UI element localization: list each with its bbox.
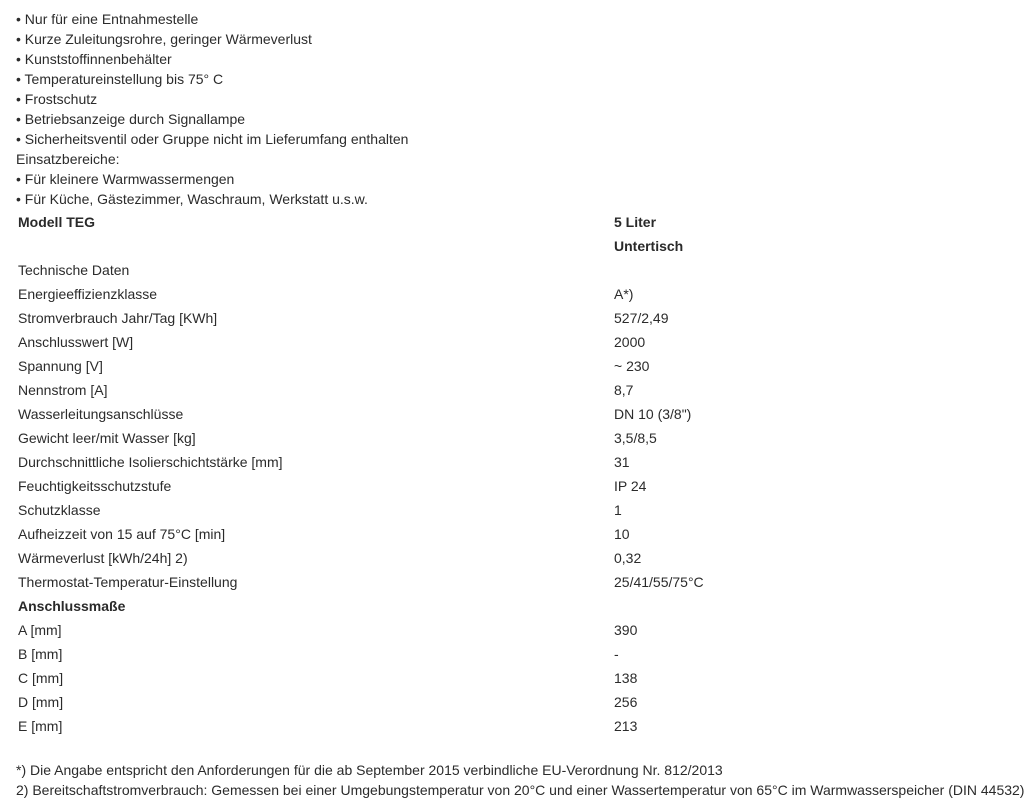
usage-heading: Einsatzbereiche:	[16, 151, 120, 167]
spec-value: 527/2,49	[614, 310, 669, 326]
spec-value: ~ 230	[614, 358, 650, 374]
table-row	[18, 522, 914, 546]
spec-label: Stromverbrauch Jahr/Tag [KWh]	[18, 310, 218, 326]
footnote: 2) Bereitschaftstromverbrauch: Gemessen bei einer Umgebungstemperatur von 20°C und einer Wassertemperatur von 65°C im Warmwasserspeicher (DIN 44532)	[16, 782, 1024, 798]
spec-label: Thermostat-Temperatur-Einstellung	[18, 574, 238, 590]
table-row	[18, 498, 914, 522]
spec-value: 390	[614, 622, 638, 638]
spec-label: C [mm]	[18, 670, 64, 686]
spec-value: 3,5/8,5	[614, 430, 657, 446]
table-row	[18, 330, 914, 354]
empty-cell	[614, 594, 914, 618]
feature-item: • Betriebsanzeige durch Signallampe	[16, 111, 246, 127]
spec-label: Spannung [V]	[18, 358, 103, 374]
spec-value: 1	[614, 502, 622, 518]
table-row	[18, 714, 914, 738]
spec-label: Gewicht leer/mit Wasser [kg]	[18, 430, 196, 446]
spec-label: Aufheizzeit von 15 auf 75°C [min]	[18, 526, 226, 542]
model-label: Modell TEG	[18, 214, 95, 230]
spec-label: Anschlusswert [W]	[18, 334, 134, 350]
spec-label: Feuchtigkeitsschutzstufe	[18, 478, 172, 494]
spec-value: 31	[614, 454, 630, 470]
table-row	[18, 690, 914, 714]
spec-value: 8,7	[614, 382, 634, 398]
model-capacity: 5 Liter	[614, 214, 657, 230]
table-row	[18, 546, 914, 570]
footnote: *) Die Angabe entspricht den Anforderungen für die ab September 2015 verbindliche EU-Verordnung Nr. 812/2013	[16, 762, 723, 778]
table-row	[18, 402, 914, 426]
spec-value: 213	[614, 718, 638, 734]
feature-list	[16, 9, 1024, 209]
table-row	[18, 450, 914, 474]
empty-cell	[18, 234, 614, 258]
spec-label: Wärmeverlust [kWh/24h] 2)	[18, 550, 188, 566]
table-row	[18, 474, 914, 498]
table-row	[18, 378, 914, 402]
spec-label: Energieeffizienzklasse	[18, 286, 158, 302]
table-row	[18, 642, 914, 666]
spec-label: B [mm]	[18, 646, 63, 662]
spec-label: E [mm]	[18, 718, 63, 734]
model-type: Untertisch	[614, 238, 684, 254]
spec-value: 256	[614, 694, 638, 710]
spec-label: Wasserleitungsanschlüsse	[18, 406, 184, 422]
spec-value: DN 10 (3/8")	[614, 406, 692, 422]
spec-value	[614, 258, 914, 282]
spec-value: 25/41/55/75°C	[614, 574, 704, 590]
table-row	[18, 282, 914, 306]
spec-value: A*)	[614, 286, 634, 302]
feature-item: • Kurze Zuleitungsrohre, geringer Wärmeverlust	[16, 31, 312, 47]
specs-table	[18, 210, 914, 738]
footnotes	[16, 760, 1024, 800]
spec-label: Technische Daten	[18, 262, 130, 278]
spec-value: IP 24	[614, 478, 647, 494]
feature-item: • Temperatureinstellung bis 75° C	[16, 71, 224, 87]
table-row	[18, 666, 914, 690]
table-row	[18, 306, 914, 330]
spec-value: -	[614, 646, 619, 662]
table-header-row	[18, 210, 914, 234]
table-row	[18, 354, 914, 378]
section-heading-row	[18, 594, 914, 618]
spec-value: 2000	[614, 334, 646, 350]
usage-item: • Für kleinere Warmwassermengen	[16, 171, 235, 187]
section-heading: Anschlussmaße	[18, 598, 126, 614]
spec-label: A [mm]	[18, 622, 62, 638]
spec-label: Durchschnittliche Isolierschichtstärke [mm]	[18, 454, 283, 470]
table-row	[18, 570, 914, 594]
table-row	[18, 258, 914, 282]
feature-item: • Frostschutz	[16, 91, 98, 107]
spec-value: 138	[614, 670, 638, 686]
table-header-row	[18, 234, 914, 258]
spec-value: 0,32	[614, 550, 642, 566]
feature-item: • Kunststoffinnenbehälter	[16, 51, 172, 67]
feature-item: • Sicherheitsventil oder Gruppe nicht im Lieferumfang enthalten	[16, 131, 409, 147]
spec-label: D [mm]	[18, 694, 64, 710]
usage-item: • Für Küche, Gästezimmer, Waschraum, Werkstatt u.s.w.	[16, 191, 368, 207]
table-row	[18, 426, 914, 450]
spec-label: Schutzklasse	[18, 502, 101, 518]
spec-value: 10	[614, 526, 630, 542]
spec-label: Nennstrom [A]	[18, 382, 108, 398]
feature-item: • Nur für eine Entnahmestelle	[16, 11, 199, 27]
table-row	[18, 618, 914, 642]
